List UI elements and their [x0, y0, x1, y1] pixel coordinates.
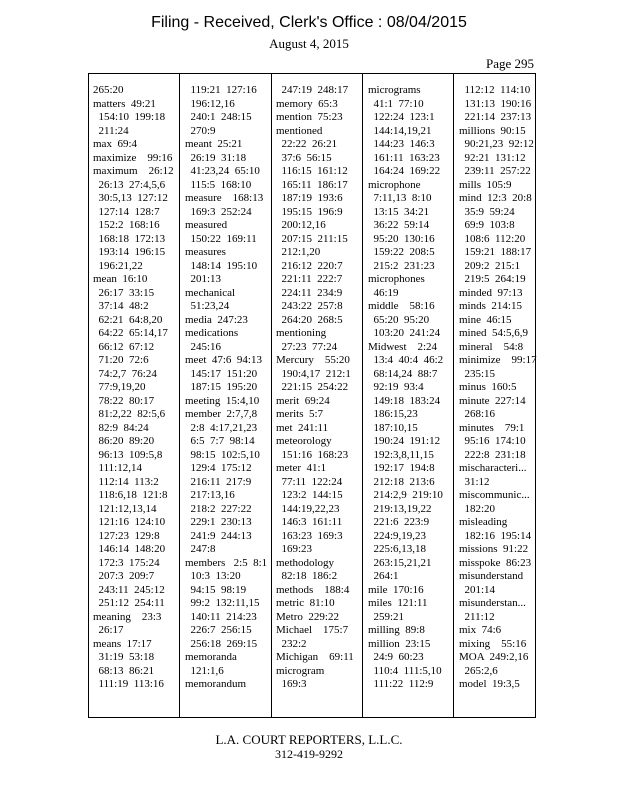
index-entry: mills 105:9	[459, 178, 512, 191]
index-entry: meet 47:6 94:13	[185, 354, 262, 366]
index-entry: 182:16 195:14	[459, 529, 532, 542]
index-entry: 215:2 231:23	[368, 259, 435, 272]
index-entry: 62:21 64:8,20	[93, 313, 163, 326]
index-entry: 169:3 252:24	[185, 205, 252, 218]
index-entry: 221:6 223:9	[368, 516, 430, 528]
index-entry: 235:15	[459, 367, 496, 380]
index-entry: 192:17 194:8	[368, 462, 435, 474]
index-entry: maximum 26:12	[93, 165, 174, 177]
index-entry: mine 46:15	[459, 313, 512, 326]
index-entry: 241:9 244:13	[185, 529, 252, 542]
index-entry: 218:2 227:22	[185, 502, 252, 515]
index-entry: 224:11 234:9	[276, 286, 343, 299]
index-column-1	[93, 84, 179, 692]
index-entry: 146:3 161:11	[276, 516, 343, 528]
index-entry: 22:22 26:21	[276, 138, 338, 150]
index-entry: 222:8 231:18	[459, 448, 526, 461]
index-entry: 196:21,22	[93, 259, 143, 272]
index-entry: memoranda	[185, 651, 237, 663]
index-entry: mined 54:5,6,9	[459, 327, 529, 339]
index-entry: 243:22 257:8	[276, 300, 343, 312]
index-entry: methodology	[276, 556, 335, 569]
index-entry: 221:15 254:22	[276, 381, 349, 393]
index-entry: 169:3	[276, 678, 307, 690]
index-entry: 163:23 169:3	[276, 529, 343, 542]
index-entry: member 2:7,7,8	[185, 408, 258, 420]
index-entry: 31:12	[459, 475, 490, 488]
index-entry: 69:9 103:8	[459, 219, 515, 231]
index-entry: 10:3 13:20	[185, 570, 241, 582]
index-entry: 216:12 220:7	[276, 259, 343, 272]
index-entry: 251:12 254:11	[93, 597, 165, 609]
index-entry: 118:6,18 121:8	[93, 489, 168, 501]
index-entry: 259:21	[368, 610, 405, 623]
word-index-table	[88, 73, 536, 718]
index-entry: 37:14 48:2	[93, 300, 149, 312]
index-entry: 240:1 248:15	[185, 111, 252, 123]
index-entry: meteorology	[276, 435, 332, 447]
index-entry: mile 170:16	[368, 583, 424, 596]
index-entry: 112:14 113:2	[93, 475, 159, 488]
index-entry: 112:12 114:10	[459, 84, 531, 96]
index-entry: 115:5 168:10	[185, 178, 252, 191]
index-entry: millions 90:15	[459, 124, 526, 137]
index-entry: 247:8	[185, 543, 216, 555]
index-entry: 37:6 56:15	[276, 151, 332, 164]
index-entry: 161:11 163:23	[368, 151, 440, 164]
index-entry: 116:15 161:12	[276, 165, 348, 177]
index-entry: 26:17	[93, 624, 124, 636]
index-entry: Metro 229:22	[276, 610, 339, 623]
index-entry: 164:24 169:22	[368, 165, 441, 177]
index-entry: mixing 55:16	[459, 637, 527, 650]
index-entry: 216:11 217:9	[185, 475, 252, 488]
index-entry: metric 81:10	[276, 597, 335, 609]
index-entry: 226:7 256:15	[185, 624, 252, 636]
index-entry: mix 74:6	[459, 624, 502, 636]
index-entry: 30:5,13 127:12	[93, 192, 168, 204]
index-entry: 243:11 245:12	[93, 583, 165, 596]
index-entry: micrograms	[368, 84, 421, 96]
index-entry: 121:1,6	[185, 664, 224, 677]
index-entry: 247:19 248:17	[276, 84, 349, 96]
index-entry: 221:11 222:7	[276, 273, 343, 285]
index-entry: Michigan 69:11	[276, 651, 354, 663]
index-entry: maximize 99:16	[93, 151, 173, 164]
index-entry: members 2:5 8:1	[185, 556, 268, 569]
index-entry: misunderstand	[459, 570, 524, 582]
index-entry: miles 121:11	[368, 597, 428, 609]
index-entry: Michael 175:7	[276, 624, 349, 636]
index-entry: max 69:4	[93, 138, 137, 150]
index-entry: meter 41:1	[276, 462, 327, 474]
court-reporter-phone: 312-419-9292	[275, 747, 343, 761]
index-entry: 7:11,13 8:10	[368, 192, 432, 204]
index-entry: mentioning	[276, 327, 327, 339]
index-entry: 129:4 175:12	[185, 462, 252, 474]
index-entry: misspoke 86:23	[459, 556, 532, 569]
index-entry: meaning 23:3	[93, 610, 162, 623]
index-entry: 121:16 124:10	[93, 516, 166, 528]
index-entry: 13:4 40:4 46:2	[368, 354, 444, 366]
column-divider	[362, 74, 363, 717]
index-entry: minded 97:13	[459, 286, 523, 299]
index-entry: 193:14 196:15	[93, 246, 166, 258]
index-entry: 229:1 230:13	[185, 516, 252, 528]
index-entry: 110:4 111:5,10	[368, 664, 442, 677]
index-entry: 201:13	[185, 273, 222, 285]
index-entry: 26:13 27:4,5,6	[93, 178, 166, 191]
index-entry: 150:22 169:11	[185, 232, 257, 245]
index-entry: 212:18 213:6	[368, 475, 435, 488]
index-column-4	[368, 84, 454, 692]
index-entry: minds 214:15	[459, 300, 522, 312]
index-entry: 182:20	[459, 502, 496, 515]
index-column-5	[459, 84, 545, 692]
index-entry: 207:15 211:15	[276, 232, 348, 245]
index-entry: 2:8 4:17,21,23	[185, 421, 258, 434]
index-entry: 186:15,23	[368, 408, 418, 420]
index-entry: misleading	[459, 516, 508, 528]
index-entry: miscommunic...	[459, 489, 530, 501]
index-entry: 68:14,24 88:7	[368, 367, 438, 380]
index-entry: 225:6,13,18	[368, 543, 427, 555]
index-entry: million 23:15	[368, 637, 431, 650]
index-entry: 46:19	[368, 286, 399, 299]
filing-date: August 4, 2015	[269, 36, 349, 51]
index-entry: 74:2,7 76:24	[93, 367, 157, 380]
index-entry: medications	[185, 327, 239, 339]
column-divider	[179, 74, 180, 717]
index-entry: 270:9	[185, 124, 216, 137]
index-entry: model 19:3,5	[459, 678, 520, 690]
index-entry: mechanical	[185, 286, 236, 299]
index-entry: 145:17 151:20	[185, 367, 258, 380]
index-entry: 152:2 168:16	[93, 219, 160, 231]
index-entry: 6:5 7:7 98:14	[185, 435, 255, 447]
index-entry: 265:20	[93, 84, 124, 96]
index-entry: 187:19 193:6	[276, 192, 343, 204]
index-entry: MOA 249:2,16	[459, 651, 529, 663]
index-entry: 95:16 174:10	[459, 435, 526, 447]
index-entry: minus 160:5	[459, 381, 517, 393]
index-entry: 36:22 59:14	[368, 219, 430, 231]
index-entry: 151:16 168:23	[276, 448, 349, 461]
index-entry: 217:13,16	[185, 489, 235, 501]
index-entry: 90:21,23 92:12	[459, 138, 534, 150]
index-entry: 94:15 98:19	[185, 583, 247, 596]
index-entry: 51:23,24	[185, 300, 230, 312]
index-entry: mineral 54:8	[459, 340, 524, 353]
index-entry: minimize 99:17	[459, 354, 537, 366]
index-entry: 187:10,15	[368, 421, 418, 434]
index-entry: 154:10 199:18	[93, 111, 166, 123]
index-entry: microgram	[276, 664, 325, 677]
index-entry: 71:20 72:6	[93, 354, 149, 366]
index-entry: 169:23	[276, 543, 313, 555]
index-entry: 111:22 112:9	[368, 678, 434, 690]
index-entry: 214:2,9 219:10	[368, 489, 443, 501]
index-entry: means 17:17	[93, 637, 152, 650]
index-entry: mischaracteri...	[459, 462, 527, 474]
index-entry: 108:6 112:20	[459, 232, 526, 245]
index-entry: 64:22 65:14,17	[93, 327, 168, 339]
index-entry: microphones	[368, 273, 425, 285]
index-entry: 92:21 131:12	[459, 151, 526, 164]
index-entry: methods 188:4	[276, 583, 350, 596]
index-entry: mention 75:23	[276, 111, 343, 123]
index-entry: 81:2,22 82:5,6	[93, 408, 166, 420]
index-entry: 221:14 237:13	[459, 111, 532, 123]
index-entry: 239:11 257:22	[459, 165, 531, 177]
index-entry: 172:3 175:24	[93, 556, 160, 569]
index-entry: 264:1	[368, 570, 399, 582]
index-entry: meant 25:21	[185, 138, 243, 150]
index-entry: 196:12,16	[185, 97, 235, 110]
index-entry: 140:11 214:23	[185, 610, 257, 623]
index-entry: media 247:23	[185, 313, 248, 326]
index-entry: 144:19,22,23	[276, 502, 340, 515]
index-entry: 146:14 148:20	[93, 543, 166, 555]
index-entry: 99:2 132:11,15	[185, 597, 260, 609]
index-entry: 265:2,6	[459, 664, 498, 677]
index-entry: 27:23 77:24	[276, 340, 338, 353]
index-entry: 219:13,19,22	[368, 502, 432, 515]
index-entry: merit 69:24	[276, 394, 330, 407]
index-entry: 131:13 190:16	[459, 97, 532, 110]
index-entry: 232:2	[276, 637, 307, 650]
index-entry: 31:19 53:18	[93, 651, 155, 663]
index-entry: 65:20 95:20	[368, 313, 430, 326]
index-entry: 86:20 89:20	[93, 435, 155, 447]
index-entry: 144:23 146:3	[368, 138, 435, 150]
index-entry: measures	[185, 246, 226, 258]
index-entry: 95:20 130:16	[368, 232, 435, 245]
index-entry: meeting 15:4,10	[185, 394, 260, 407]
index-entry: 211:12	[459, 610, 495, 623]
index-entry: 66:12 67:12	[93, 340, 155, 353]
index-entry: missions 91:22	[459, 543, 529, 555]
index-entry: 187:15 195:20	[185, 381, 258, 393]
index-entry: 77:11 122:24	[276, 475, 343, 488]
index-entry: 103:20 241:24	[368, 327, 441, 339]
index-entry: 144:14,19,21	[368, 124, 432, 137]
index-entry: 212:1,20	[276, 246, 321, 258]
index-entry: measure 168:13	[185, 192, 264, 204]
index-entry: 201:14	[459, 583, 496, 596]
index-entry: 77:9,19,20	[93, 381, 146, 393]
index-entry: 26:17 33:15	[93, 286, 155, 299]
index-entry: 195:15 196:9	[276, 205, 343, 218]
column-divider	[271, 74, 272, 717]
index-entry: 111:12,14	[93, 462, 142, 474]
index-entry: 127:23 129:8	[93, 529, 160, 542]
index-entry: mentioned	[276, 124, 323, 137]
index-entry: 190:4,17 212:1	[276, 367, 351, 380]
index-entry: 209:2 215:1	[459, 259, 521, 272]
index-entry: met 241:11	[276, 421, 329, 434]
index-entry: 13:15 34:21	[368, 205, 430, 218]
index-entry: 119:21 127:16	[185, 84, 257, 96]
index-entry: 127:14 128:7	[93, 205, 160, 218]
index-entry: Mercury 55:20	[276, 354, 350, 366]
index-entry: 245:16	[185, 340, 222, 353]
index-entry: minute 227:14	[459, 394, 526, 407]
index-entry: misunderstan...	[459, 597, 526, 609]
index-entry: 219:5 264:19	[459, 273, 526, 285]
index-entry: 41:1 77:10	[368, 97, 424, 110]
index-entry: minutes 79:1	[459, 421, 525, 434]
court-reporter-name: L.A. COURT REPORTERS, L.L.C.	[215, 732, 403, 747]
index-entry: memory 65:3	[276, 97, 338, 110]
index-entry: 121:12,13,14	[93, 502, 157, 515]
index-entry: 82:9 84:24	[93, 421, 149, 434]
index-entry: Midwest 2:24	[368, 340, 438, 353]
index-entry: milling 89:8	[368, 624, 425, 636]
index-entry: matters 49:21	[93, 97, 156, 110]
index-entry: 263:15,21,21	[368, 556, 432, 569]
index-entry: 82:18 186:2	[276, 570, 338, 582]
index-entry: 200:12,16	[276, 219, 326, 231]
index-entry: mind 12:3 20:8	[459, 192, 532, 204]
index-entry: 149:18 183:24	[368, 394, 441, 407]
index-entry: 224:9,19,23	[368, 529, 427, 542]
index-entry: 168:18 172:13	[93, 232, 166, 245]
index-entry: mean 16:10	[93, 273, 148, 285]
index-entry: 148:14 195:10	[185, 259, 258, 272]
index-entry: 35:9 59:24	[459, 205, 515, 218]
index-entry: microphone	[368, 178, 421, 191]
index-entry: 268:16	[459, 408, 496, 420]
index-entry: 96:13 109:5,8	[93, 448, 163, 461]
index-entry: middle 58:16	[368, 300, 435, 312]
index-entry: 111:19 113:16	[93, 678, 164, 690]
index-column-2	[185, 84, 271, 692]
index-entry: 256:18 269:15	[185, 637, 258, 650]
index-entry: memorandum	[185, 678, 247, 690]
index-column-3	[276, 84, 362, 692]
index-entry: 159:22 208:5	[368, 246, 435, 258]
index-entry: 41:23,24 65:10	[185, 165, 260, 177]
index-entry: 192:3,8,11,15	[368, 448, 434, 461]
index-entry: 68:13 86:21	[93, 664, 155, 677]
index-entry: measured	[185, 219, 228, 231]
filing-stamp: Filing - Received, Clerk's Office : 08/04/2015	[151, 14, 467, 31]
index-entry: 165:11 186:17	[276, 178, 348, 191]
index-entry: merits 5:7	[276, 408, 324, 420]
index-entry: 92:19 93:4	[368, 381, 424, 393]
index-entry: 211:24	[93, 124, 129, 137]
index-entry: 78:22 80:17	[93, 394, 155, 407]
index-entry: 123:2 144:15	[276, 489, 343, 501]
index-entry: 264:20 268:5	[276, 313, 343, 326]
index-entry: 26:19 31:18	[185, 151, 247, 164]
index-entry: 24:9 60:23	[368, 651, 424, 663]
index-entry: 159:21 188:17	[459, 246, 532, 258]
index-entry: 122:24 123:1	[368, 111, 435, 123]
index-entry: 207:3 209:7	[93, 570, 155, 582]
index-entry: 190:24 191:12	[368, 435, 441, 447]
page-number: Page 295	[485, 56, 534, 71]
index-entry: 98:15 102:5,10	[185, 448, 260, 461]
